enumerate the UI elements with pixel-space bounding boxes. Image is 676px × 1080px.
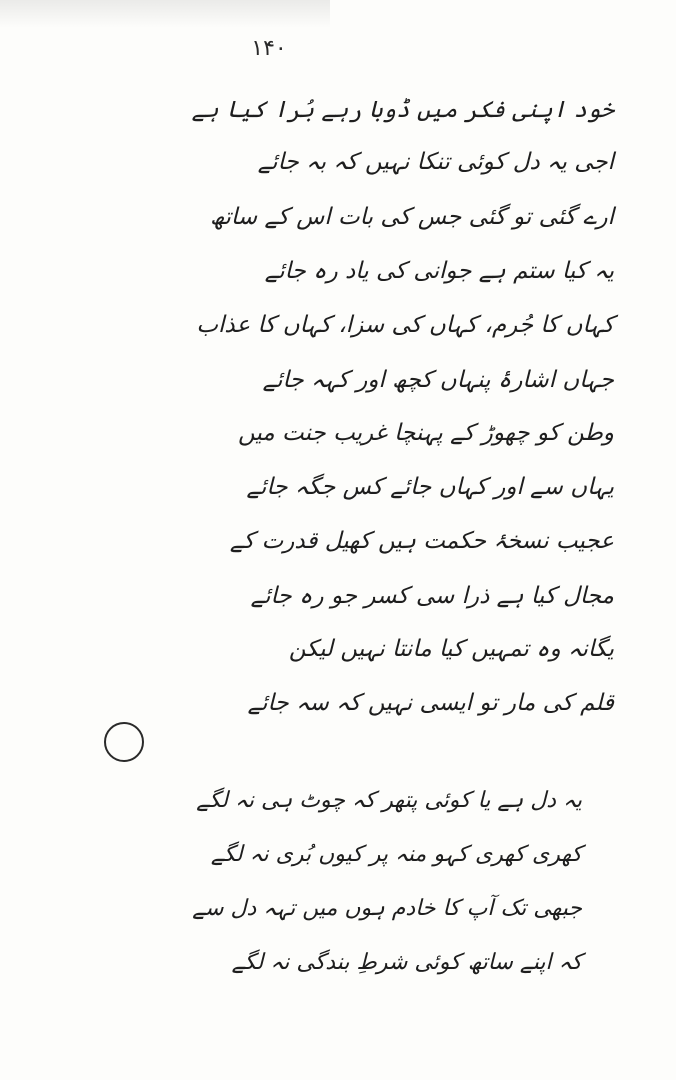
verse-line: خود اپنی فکر میں ڈوبا رہے بُرا کیا ہے	[191, 97, 614, 123]
verse-line: یگانہ وہ تمہیں کیا مانتا نہیں لیکن	[288, 636, 614, 662]
verse-line: عجیب نسخۂ حکمت ہیں کھیل قدرت کے	[229, 528, 614, 554]
verse-line: یہاں سے اور کہاں جائے کس جگہ جائے	[246, 474, 614, 500]
verse-line: قلم کی مار تو ایسی نہیں کہ سہ جائے	[247, 690, 614, 716]
verse-line: یہ دل ہے یا کوئی پتھر کہ چوٹ ہی نہ لگے	[196, 788, 582, 813]
verse-line: ارے گئی تو گئی جس کی بات اس کے ساتھ	[209, 204, 614, 230]
verse-line: وطن کو چھوڑ کے پہنچا غریب جنت میں	[237, 420, 614, 446]
verse-line: کہاں کا جُرم، کہاں کی سزا، کہاں کا عذاب	[196, 312, 614, 338]
verse-line: کھری کھری کہو منہ پر کیوں بُری نہ لگے	[210, 842, 582, 867]
verse-line: کہ اپنے ساتھ کوئی شرطِ بندگی نہ لگے	[231, 950, 582, 975]
page-number: ۱۴۰	[251, 36, 287, 61]
verse-line: یہ کیا ستم ہے جوانی کی یاد رہ جائے	[264, 258, 614, 284]
verse-line: مجال کیا ہے ذرا سی کسر جو رہ جائے	[250, 583, 614, 609]
verse-line: جہاں اشارۂ پنہاں کچھ اور کہہ جائے	[262, 367, 614, 393]
verse-line: جبھی تک آپ کا خادم ہوں میں تہہ دل سے	[192, 896, 582, 921]
verse-line: اجی یہ دل کوئی تنکا نہیں کہ بہ جائے	[257, 149, 614, 175]
stanza-divider-circle	[104, 722, 144, 762]
scan-smudge	[0, 0, 330, 28]
